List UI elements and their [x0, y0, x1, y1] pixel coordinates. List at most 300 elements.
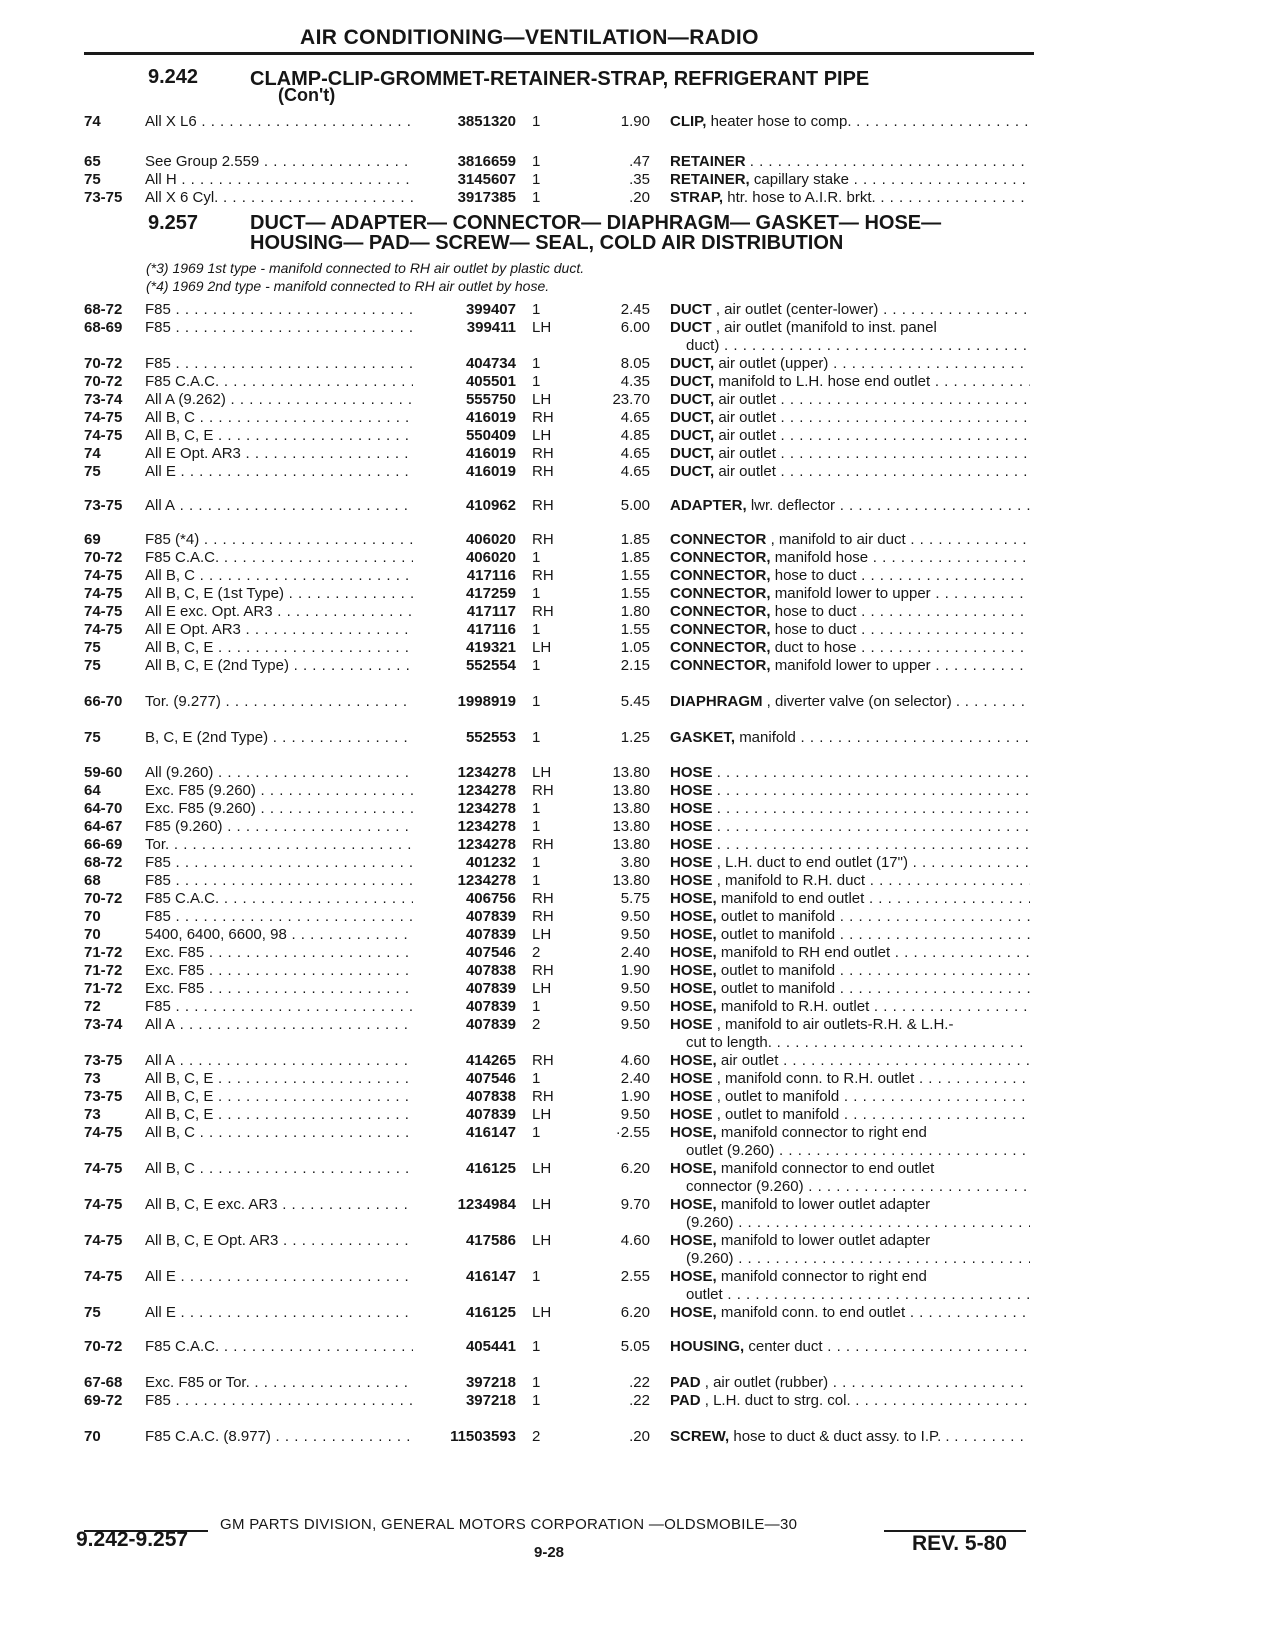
quantity: 1: [532, 153, 541, 170]
list-price: 2.40: [620, 944, 650, 961]
description: [670, 728, 1030, 747]
part-name: CONNECTOR,: [670, 567, 771, 584]
application: F85 . . .: [145, 318, 413, 337]
model-years: 71-72: [84, 980, 123, 997]
part-detail: lwr. deflector: [750, 497, 836, 514]
part-number: 406020: [465, 549, 516, 566]
list-price: 13.80: [612, 764, 650, 781]
application: Exc. F85 . . .: [145, 961, 413, 980]
part-number: 407839: [465, 908, 516, 925]
application: Exc. F85 or Tor. . . .: [145, 1373, 413, 1392]
part-name: STRAP,: [670, 189, 724, 206]
description: [670, 925, 1030, 944]
application: All E Opt. AR3 . . .: [145, 620, 413, 639]
model-years: 64-70: [84, 800, 123, 817]
part-number: 11503593: [450, 1428, 516, 1445]
section-number: 9.257: [148, 212, 199, 234]
list-price: 9.50: [620, 998, 650, 1015]
model-years: 75: [84, 1304, 101, 1321]
model-years: 74-75: [84, 1160, 123, 1177]
part-row-continuation: [0, 336, 1060, 355]
quantity: 1: [532, 1374, 541, 1391]
quantity: RH: [532, 962, 554, 979]
part-row: [0, 112, 1060, 131]
quantity: RH: [532, 603, 554, 620]
quantity: LH: [532, 980, 552, 997]
model-years: 67-68: [84, 1374, 123, 1391]
description: [670, 1373, 1030, 1392]
part-detail: outlet to manifold: [720, 962, 836, 979]
part-detail: manifold connector to right end: [720, 1268, 927, 1285]
application: F85 (9.260) . . .: [145, 817, 413, 836]
model-years: 75: [84, 729, 101, 746]
list-price: 9.50: [620, 908, 650, 925]
quantity: 1: [532, 1070, 541, 1087]
application: F85 C.A.C. . . .: [145, 1337, 413, 1356]
part-number: 397218: [465, 1374, 516, 1391]
part-row: [0, 1427, 1060, 1446]
part-row: [0, 1123, 1060, 1142]
application: F85 . . .: [145, 997, 413, 1016]
application: F85 . . .: [145, 907, 413, 926]
application: All A (9.262) . . .: [145, 390, 413, 409]
part-detail: , L.H. duct to strg. col.: [704, 1392, 851, 1409]
part-number: 417116: [466, 621, 516, 638]
part-row-continuation: [0, 1249, 1060, 1268]
model-years: 74: [84, 113, 101, 130]
part-detail: air outlet: [718, 391, 776, 408]
list-price: 13.80: [612, 800, 650, 817]
description: [670, 1195, 1030, 1214]
part-number: 399411: [466, 319, 516, 336]
application: F85 C.A.C. (8.977) . . .: [145, 1427, 413, 1446]
part-detail: , air outlet (center-lower): [715, 301, 879, 318]
part-number: 1234278: [457, 818, 516, 835]
part-name: HOSE,: [670, 962, 717, 979]
part-name: HOSE,: [670, 980, 717, 997]
list-price: .22: [629, 1374, 650, 1391]
part-number: 416125: [465, 1304, 516, 1321]
model-years: 74-75: [84, 585, 123, 602]
part-number: 416147: [465, 1124, 516, 1141]
quantity: RH: [532, 531, 554, 548]
quantity: LH: [532, 1232, 552, 1249]
footer-publisher: GM PARTS DIVISION, GENERAL MOTORS CORPORATION —OLDSMOBILE—30: [220, 1516, 798, 1533]
description: [670, 584, 1030, 603]
part-row: [0, 817, 1060, 836]
part-row: [0, 907, 1060, 926]
section-title: HOUSING— PAD— SCREW— SEAL, COLD AIR DISTRIBUTION: [250, 232, 844, 254]
description: [670, 1231, 1030, 1250]
section-number: 9.242: [148, 66, 199, 88]
part-row: [0, 728, 1060, 747]
part-row: [0, 530, 1060, 549]
part-number: 407546: [465, 1070, 516, 1087]
description: [670, 602, 1030, 621]
model-years: 70: [84, 926, 101, 943]
part-name: HOSE,: [670, 1052, 717, 1069]
list-price: 2.45: [620, 301, 650, 318]
application: All B, C, E (1st Type) . . .: [145, 584, 413, 603]
part-name: GASKET,: [670, 729, 736, 746]
model-years: 73-75: [84, 497, 123, 514]
list-price: 1.80: [620, 603, 650, 620]
list-price: .22: [629, 1392, 650, 1409]
part-row-continuation: [0, 1177, 1060, 1196]
description: [670, 799, 1030, 818]
part-detail: hose to duct: [774, 621, 857, 638]
list-price: 8.05: [620, 355, 650, 372]
part-name: CONNECTOR,: [670, 621, 771, 638]
quantity: 1: [532, 693, 541, 710]
part-detail: air outlet: [720, 1052, 779, 1069]
part-name: HOSE: [670, 854, 713, 871]
application: All B, C, E (2nd Type) . . .: [145, 656, 413, 675]
part-number: 1998919: [457, 693, 516, 710]
model-years: 70-72: [84, 890, 123, 907]
part-detail: htr. hose to A.I.R. brkt.: [727, 189, 876, 206]
description: [670, 943, 1030, 962]
part-name: HOSE: [670, 800, 713, 817]
list-price: 1.55: [620, 585, 650, 602]
part-row: [0, 763, 1060, 782]
part-row: [0, 496, 1060, 515]
part-row-continuation: [0, 1285, 1060, 1304]
description-continuation: outlet (9.260) . . .: [686, 1141, 1030, 1160]
application: All E . . .: [145, 1303, 413, 1322]
part-detail: hose to duct: [774, 567, 857, 584]
part-detail: , manifold to air duct: [770, 531, 906, 548]
part-detail: manifold to R.H. outlet: [720, 998, 870, 1015]
part-row: [0, 925, 1060, 944]
part-detail: manifold to end outlet: [720, 890, 865, 907]
description: [670, 871, 1030, 890]
quantity: 1: [532, 854, 541, 871]
quantity: RH: [532, 782, 554, 799]
part-number: 401232: [465, 854, 516, 871]
description: [670, 462, 1030, 481]
part-number: 416019: [465, 409, 516, 426]
application: All B, C, E . . .: [145, 1087, 413, 1106]
quantity: LH: [532, 1196, 552, 1213]
application: F85 . . .: [145, 1391, 413, 1410]
quantity: 1: [532, 872, 541, 889]
part-number: 1234278: [457, 836, 516, 853]
part-number: 405441: [465, 1338, 516, 1355]
quantity: 1: [532, 301, 541, 318]
part-name: DUCT,: [670, 445, 715, 462]
part-number: 404734: [465, 355, 516, 372]
part-detail: , air outlet (rubber): [704, 1374, 829, 1391]
list-price: 6.20: [620, 1304, 650, 1321]
part-row: [0, 1195, 1060, 1214]
part-name: HOSE: [670, 764, 713, 781]
application: All X 6 Cyl. . . .: [145, 188, 413, 207]
application: All B, C, E exc. AR3 . . .: [145, 1195, 413, 1214]
description: [670, 961, 1030, 980]
quantity: LH: [532, 391, 552, 408]
list-price: 4.85: [620, 427, 650, 444]
quantity: 1: [532, 355, 541, 372]
part-name: HOSE,: [670, 1196, 717, 1213]
part-detail: , manifold to air outlets-R.H. & L.H.-: [716, 1016, 954, 1033]
part-row: [0, 943, 1060, 962]
application: See Group 2.559 . . .: [145, 152, 413, 171]
application: All B, C, E . . .: [145, 638, 413, 657]
part-number: 1234278: [457, 872, 516, 889]
part-number: 407838: [465, 1088, 516, 1105]
part-row: [0, 871, 1060, 890]
footer-group-range: 9.242-9.257: [76, 1528, 189, 1551]
part-number: 407839: [465, 926, 516, 943]
part-name: DUCT,: [670, 355, 715, 372]
part-number: 417586: [465, 1232, 516, 1249]
list-price: 9.50: [620, 1106, 650, 1123]
part-name: RETAINER,: [670, 171, 750, 188]
part-number: 406020: [465, 531, 516, 548]
part-number: 399407: [465, 301, 516, 318]
quantity: 1: [532, 1392, 541, 1409]
model-years: 75: [84, 657, 101, 674]
application: All E exc. Opt. AR3 . . .: [145, 602, 413, 621]
part-detail: manifold hose: [774, 549, 869, 566]
application: All B, C . . .: [145, 566, 413, 585]
part-number: 407839: [465, 980, 516, 997]
description: [670, 1303, 1030, 1322]
quantity: 1: [532, 113, 541, 130]
part-number: 1234278: [457, 764, 516, 781]
list-price: 6.00: [620, 319, 650, 336]
part-number: 410962: [465, 497, 516, 514]
part-row: [0, 1015, 1060, 1034]
part-row: [0, 889, 1060, 908]
model-years: 68: [84, 872, 101, 889]
model-years: 70-72: [84, 355, 123, 372]
model-years: 73-75: [84, 189, 123, 206]
application: All E Opt. AR3 . . .: [145, 444, 413, 463]
section-note: (*3) 1969 1st type - manifold connected to RH air outlet by plastic duct.: [146, 260, 585, 276]
model-years: 74: [84, 445, 101, 462]
part-row: [0, 318, 1060, 337]
part-detail: manifold to lower outlet adapter: [720, 1196, 931, 1213]
description: [670, 1427, 1030, 1446]
part-name: HOSE,: [670, 908, 717, 925]
quantity: RH: [532, 497, 554, 514]
application: Tor. . . .: [145, 835, 413, 854]
section-title: CLAMP-CLIP-GROMMET-RETAINER-STRAP, REFRIGERANT PIPE: [250, 68, 870, 90]
application: B, C, E (2nd Type) . . .: [145, 728, 413, 747]
model-years: 70-72: [84, 549, 123, 566]
model-years: 74-75: [84, 409, 123, 426]
quantity: LH: [532, 1106, 552, 1123]
part-name: HOSE: [670, 1070, 713, 1087]
model-years: 75: [84, 463, 101, 480]
application: Exc. F85 (9.260) . . .: [145, 781, 413, 800]
model-years: 75: [84, 639, 101, 656]
part-detail: , outlet to manifold: [716, 1088, 840, 1105]
footer-page-number: 9-28: [534, 1544, 565, 1561]
list-price: 13.80: [612, 818, 650, 835]
model-years: 64: [84, 782, 101, 799]
list-price: .20: [629, 189, 650, 206]
list-price: 2.40: [620, 1070, 650, 1087]
part-row: [0, 444, 1060, 463]
list-price: 4.65: [620, 445, 650, 462]
description: [670, 112, 1030, 131]
part-number: 407546: [465, 944, 516, 961]
quantity: LH: [532, 639, 552, 656]
part-name: HOSE: [670, 1016, 713, 1033]
model-years: 71-72: [84, 944, 123, 961]
description: [670, 1337, 1030, 1356]
part-number: 416019: [465, 445, 516, 462]
part-detail: manifold connector to end outlet: [720, 1160, 935, 1177]
part-detail: manifold conn. to end outlet: [720, 1304, 906, 1321]
part-row: [0, 566, 1060, 585]
part-detail: heater hose to comp.: [710, 113, 852, 130]
part-name: CLIP,: [670, 113, 707, 130]
list-price: 5.75: [620, 890, 650, 907]
quantity: 1: [532, 1124, 541, 1141]
part-row: [0, 1303, 1060, 1322]
part-detail: manifold to L.H. hose end outlet: [718, 373, 931, 390]
part-number: 414265: [465, 1052, 516, 1069]
part-row: [0, 462, 1060, 481]
model-years: 68-72: [84, 301, 123, 318]
application: All B, C . . .: [145, 1159, 413, 1178]
part-detail: capillary stake: [753, 171, 849, 188]
part-name: CONNECTOR,: [670, 657, 771, 674]
part-number: 3851320: [457, 113, 516, 130]
model-years: 73-74: [84, 1016, 123, 1033]
quantity: 1: [532, 1268, 541, 1285]
section-title: DUCT— ADAPTER— CONNECTOR— DIAPHRAGM— GASKET— HOSE—: [250, 212, 942, 234]
quantity: 1: [532, 189, 541, 206]
part-name: CONNECTOR,: [670, 603, 771, 620]
description: [670, 853, 1030, 872]
model-years: 69-72: [84, 1392, 123, 1409]
description-continuation: cut to length. . . .: [686, 1033, 1030, 1052]
part-number: 3917385: [457, 189, 516, 206]
part-detail: outlet to manifold: [720, 980, 836, 997]
list-price: 1.90: [620, 962, 650, 979]
model-years: 74-75: [84, 1268, 123, 1285]
application: F85 . . .: [145, 300, 413, 319]
part-number: 1234278: [457, 800, 516, 817]
quantity: 2: [532, 1428, 541, 1445]
part-detail: hose to duct: [774, 603, 857, 620]
model-years: 70: [84, 908, 101, 925]
quantity: RH: [532, 409, 554, 426]
part-detail: center duct: [748, 1338, 823, 1355]
part-name: HOSE,: [670, 890, 717, 907]
description: [670, 548, 1030, 567]
model-years: 74-75: [84, 1196, 123, 1213]
quantity: 1: [532, 373, 541, 390]
model-years: 66-70: [84, 693, 123, 710]
part-row: [0, 390, 1060, 409]
part-row: [0, 853, 1060, 872]
list-price: 1.55: [620, 567, 650, 584]
part-row: [0, 584, 1060, 603]
description: [670, 1267, 1030, 1286]
part-row: [0, 835, 1060, 854]
list-price: 5.05: [620, 1338, 650, 1355]
part-number: 416125: [465, 1160, 516, 1177]
application: All B, C, E . . .: [145, 1105, 413, 1124]
quantity: 1: [532, 621, 541, 638]
model-years: 73-75: [84, 1052, 123, 1069]
quantity: 2: [532, 1016, 541, 1033]
part-detail: , diverter valve (on selector) .: [766, 693, 961, 710]
description: [670, 620, 1030, 639]
list-price: 4.65: [620, 409, 650, 426]
part-row: [0, 426, 1060, 445]
description: [670, 817, 1030, 836]
list-price: 6.20: [620, 1160, 650, 1177]
part-number: 1234984: [457, 1196, 516, 1213]
description: [670, 408, 1030, 427]
part-name: HOSE,: [670, 1304, 717, 1321]
list-price: 4.65: [620, 463, 650, 480]
list-price: .47: [629, 153, 650, 170]
part-detail: , manifold to R.H. duct: [716, 872, 866, 889]
model-years: 70: [84, 1428, 101, 1445]
description: [670, 354, 1030, 373]
header-rule: [84, 52, 1034, 55]
model-years: 74-75: [84, 567, 123, 584]
model-years: 73-75: [84, 1088, 123, 1105]
quantity: RH: [532, 836, 554, 853]
quantity: RH: [532, 1052, 554, 1069]
application: All E . . .: [145, 1267, 413, 1286]
part-row: [0, 638, 1060, 657]
part-row: [0, 152, 1060, 171]
model-years: 75: [84, 171, 101, 188]
part-number: 407839: [465, 1016, 516, 1033]
part-name: DUCT: [670, 301, 712, 318]
part-number: 1234278: [457, 782, 516, 799]
quantity: LH: [532, 427, 552, 444]
footer-revision: REV. 5-80: [912, 1532, 1007, 1555]
description: [670, 1069, 1030, 1088]
description: [670, 1391, 1030, 1410]
quantity: LH: [532, 319, 552, 336]
part-detail: , outlet to manifold: [716, 1106, 840, 1123]
application: All B, C, E . . .: [145, 1069, 413, 1088]
quantity: LH: [532, 1304, 552, 1321]
part-detail: , L.H. duct to end outlet (17"): [716, 854, 908, 871]
list-price: 2.55: [620, 1268, 650, 1285]
list-price: 4.60: [620, 1052, 650, 1069]
part-row: [0, 656, 1060, 675]
description-continuation: outlet . . .: [686, 1285, 1030, 1304]
part-row: [0, 1159, 1060, 1178]
part-detail: manifold: [739, 729, 796, 746]
application: F85 (*4) . . .: [145, 530, 413, 549]
quantity: 1: [532, 818, 541, 835]
quantity: 1: [532, 657, 541, 674]
part-name: DIAPHRAGM: [670, 693, 763, 710]
part-name: RETAINER: [670, 153, 746, 170]
part-row: [0, 1105, 1060, 1124]
description: [670, 530, 1030, 549]
part-row: [0, 170, 1060, 189]
part-name: PAD: [670, 1374, 701, 1391]
part-row: [0, 188, 1060, 207]
model-years: 68-72: [84, 854, 123, 871]
description: [670, 1105, 1030, 1124]
